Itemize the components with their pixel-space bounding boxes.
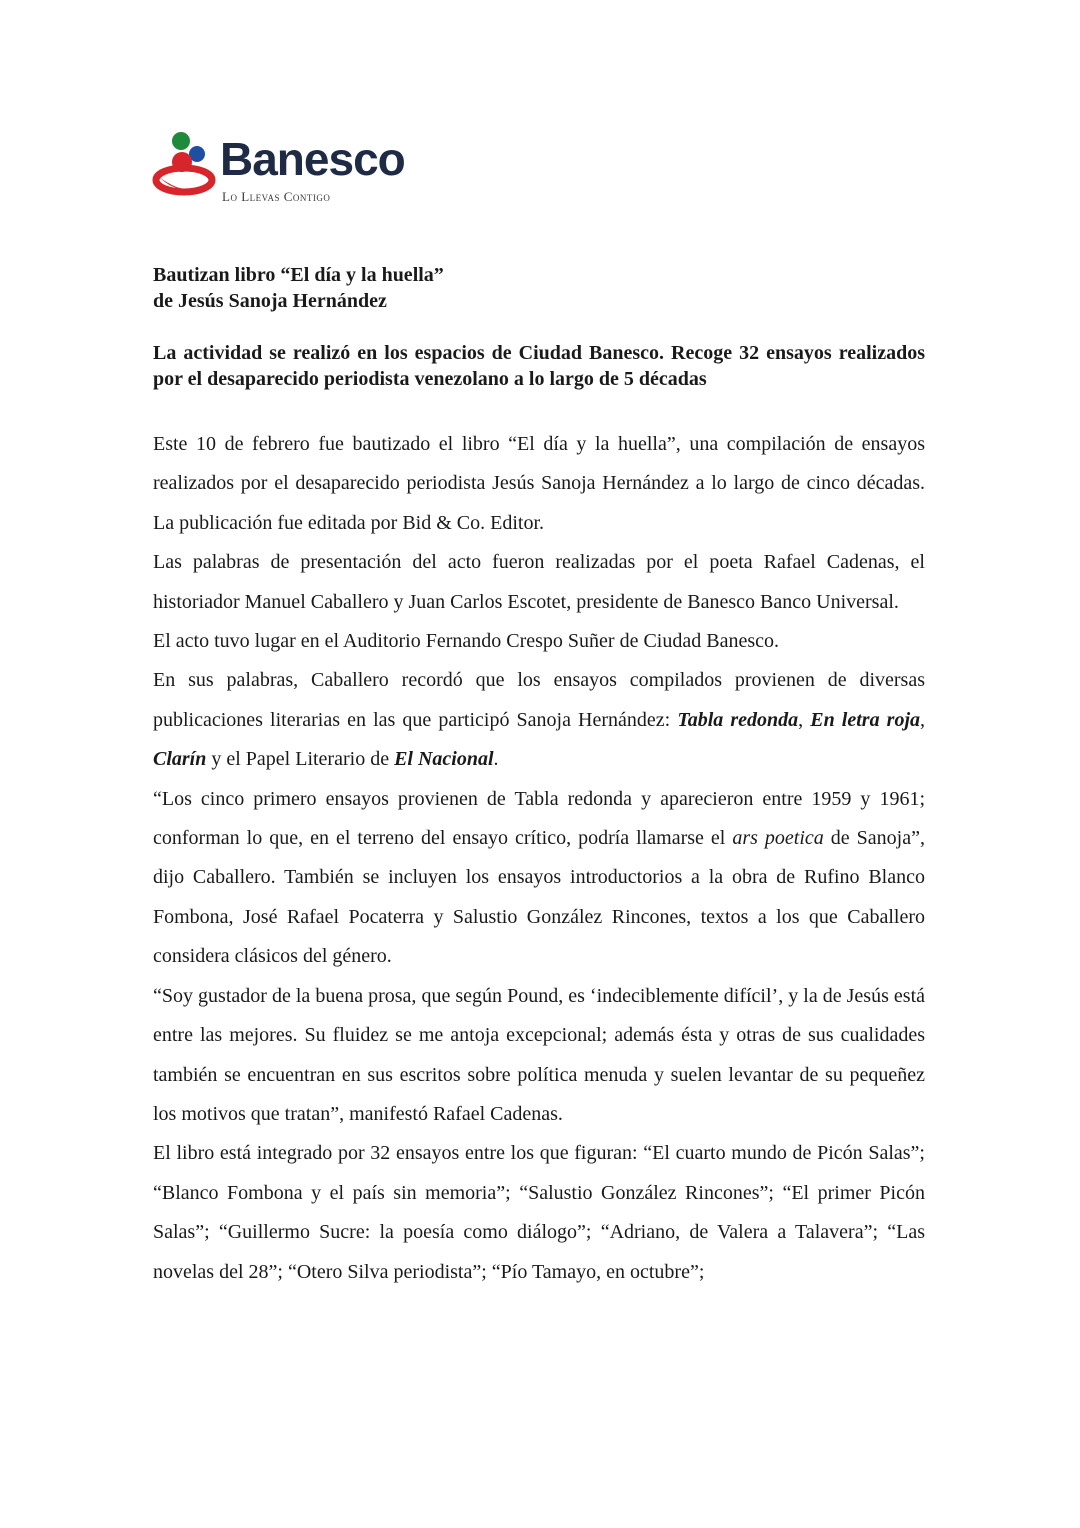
publication-tabla-redonda: Tabla redonda [677,708,799,731]
paragraph-2: Las palabras de presentación del acto fueron realizadas por el poeta Rafael Cadenas, el historiador Manuel Caballero y Juan Carlos Escotet, presidente de Banesco Banco Universal. [153,551,925,613]
headline [153,262,933,314]
paragraph-6: “Soy gustador de la buena prosa, que según Pound, es ‘indeciblemente difícil’, y la de Jesús está entre las mejores. Su fluidez se me antoja excepcional; además ésta y otras de sus cualidades también se encuentran en sus escritos sobre política menuda y suelen levantar de su pequeñez los motivos que tratan”, manifestó Rafael Cadenas. [153,984,925,1125]
separator: , [920,708,926,731]
banesco-logo [152,128,452,212]
separator: , [798,708,811,731]
paragraph-5-text: “Los cinco primero ensayos provienen de Tabla redonda y aparecieron entre 1959 y 1961; conforman lo que, en el terreno del ensayo crítico, podría llamarse el [153,787,925,850]
paragraph-7: El libro está integrado por 32 ensayos entre los que figuran: “El cuarto mundo de Picón Salas”; “Blanco Fombona y el país sin memoria”; “Salustio González Rincones”; “El primer Picón Salas”; “Guillermo Sucre: la poesía como diálogo”; “Adriano, de Valera a Talavera”; “Las novelas del 28”; “Otero Silva periodista”; “Pío Tamayo, en octubre”; [153,1142,925,1283]
logo-wordmark: Banesco [220,133,405,185]
paragraph-4-end: . [493,748,499,771]
paragraph-5 [153,780,925,977]
paragraph-3: El acto tuvo lugar en el Auditorio Fernando Crespo Suñer de Ciudad Banesco. [153,630,779,653]
headline-line-2: de Jesús Sanoja Hernández [153,290,387,312]
banesco-logo-icon [152,128,222,208]
paragraph-4-text: En sus palabras, Caballero recordó que los ensayos compilados provienen de diversas publicaciones literarias en las que participó Sanoja Hernández: [153,669,925,731]
paragraph-5-text: de Sanoja”, dijo Caballero. También se incluyen los ensayos introductorios a la obra de Rufino Blanco Fombona, José Rafael Pocaterra y Salustio González Rincones, textos a los que Caballero considera clásicos del género. [153,827,925,968]
subheadline: La actividad se realizó en los espacios de Ciudad Banesco. Recoge 32 ensayos realizados por el desaparecido periodista venezolano a lo largo de 5 décadas [153,342,925,390]
paragraph-4 [153,661,925,779]
paragraph-1: Este 10 de febrero fue bautizado el libro “El día y la huella”, una compilación de ensayos realizados por el desaparecido periodista Jesús Sanoja Hernández a lo largo de cinco décadas. La publicación fue editada por Bid & Co. Editor. [153,433,925,534]
publication-clarin: Clarín [153,748,207,771]
logo-tagline: Lo Llevas Contigo [222,189,331,204]
article-body [153,425,925,1292]
paragraph-4-text: y el Papel Literario de [206,748,395,771]
headline-line-1: Bautizan libro “El día y la huella” [153,264,444,286]
publication-en-letra-roja: En letra roja [810,708,921,731]
publication-el-nacional: El Nacional [394,748,494,771]
term-ars-poetica: ars poetica [732,827,824,850]
